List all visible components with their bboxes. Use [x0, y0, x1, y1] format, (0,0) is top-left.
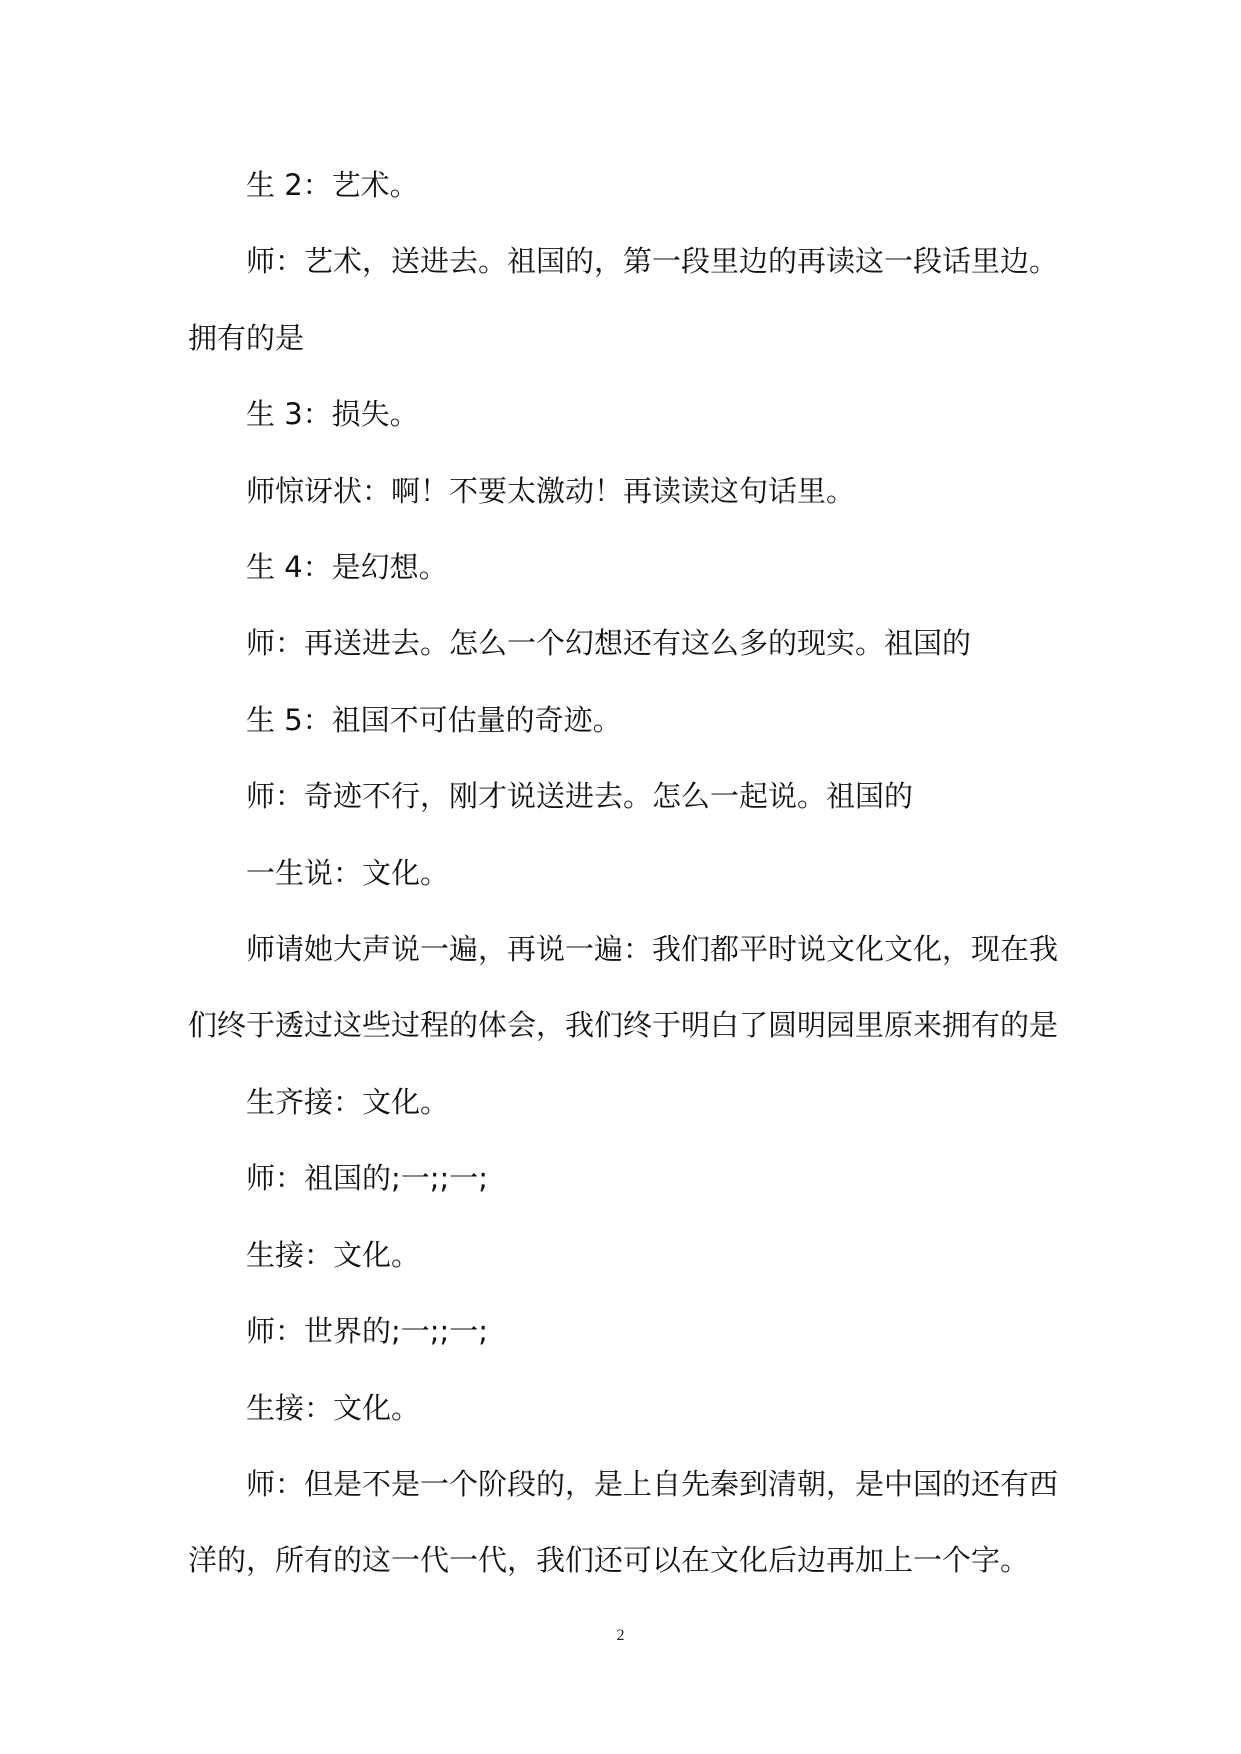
document-body: [188, 147, 1060, 1599]
paragraph: 师：再送进去。怎么一个幻想还有这么多的现实。祖国的: [246, 626, 972, 661]
paragraph: 师：祖国的;一;;一;: [246, 1161, 489, 1196]
paragraph: 生接：文化。: [246, 1237, 421, 1272]
paragraph: 师请她大声说一遍，再说一遍：我们都平时说文化文化，现在我们终于透过这些过程的体会，我们终于明白了圆明园里原来拥有的是: [188, 932, 1059, 1043]
paragraph: 生 4：是幻想。: [246, 550, 448, 585]
paragraph: 师惊讶状：啊！不要太激动！再读读这句话里。: [246, 473, 856, 508]
paragraph: 师：但是不是一个阶段的，是上自先秦到清朝，是中国的还有西洋的，所有的这一代一代，我们还可以在文化后边再加上一个字。: [188, 1466, 1059, 1578]
paragraph: 师：艺术，送进去。祖国的，第一段里边的再读这一段话里边。拥有的是: [188, 244, 1059, 355]
paragraph: 一生说：文化。: [246, 855, 450, 890]
paragraph: 生 5：祖国不可估量的奇迹。: [246, 702, 622, 737]
paragraph: 师：世界的;一;;一;: [246, 1314, 489, 1349]
paragraph: 生齐接：文化。: [246, 1084, 450, 1119]
paragraph: 师：奇迹不行，刚才说送进去。怎么一起说。祖国的: [246, 779, 914, 814]
paragraph: 生接：文化。: [246, 1390, 421, 1425]
paragraph: 生 2：艺术。: [246, 168, 419, 202]
page-number: 2: [616, 1627, 625, 1644]
paragraph: 生 3：损失。: [246, 397, 419, 432]
